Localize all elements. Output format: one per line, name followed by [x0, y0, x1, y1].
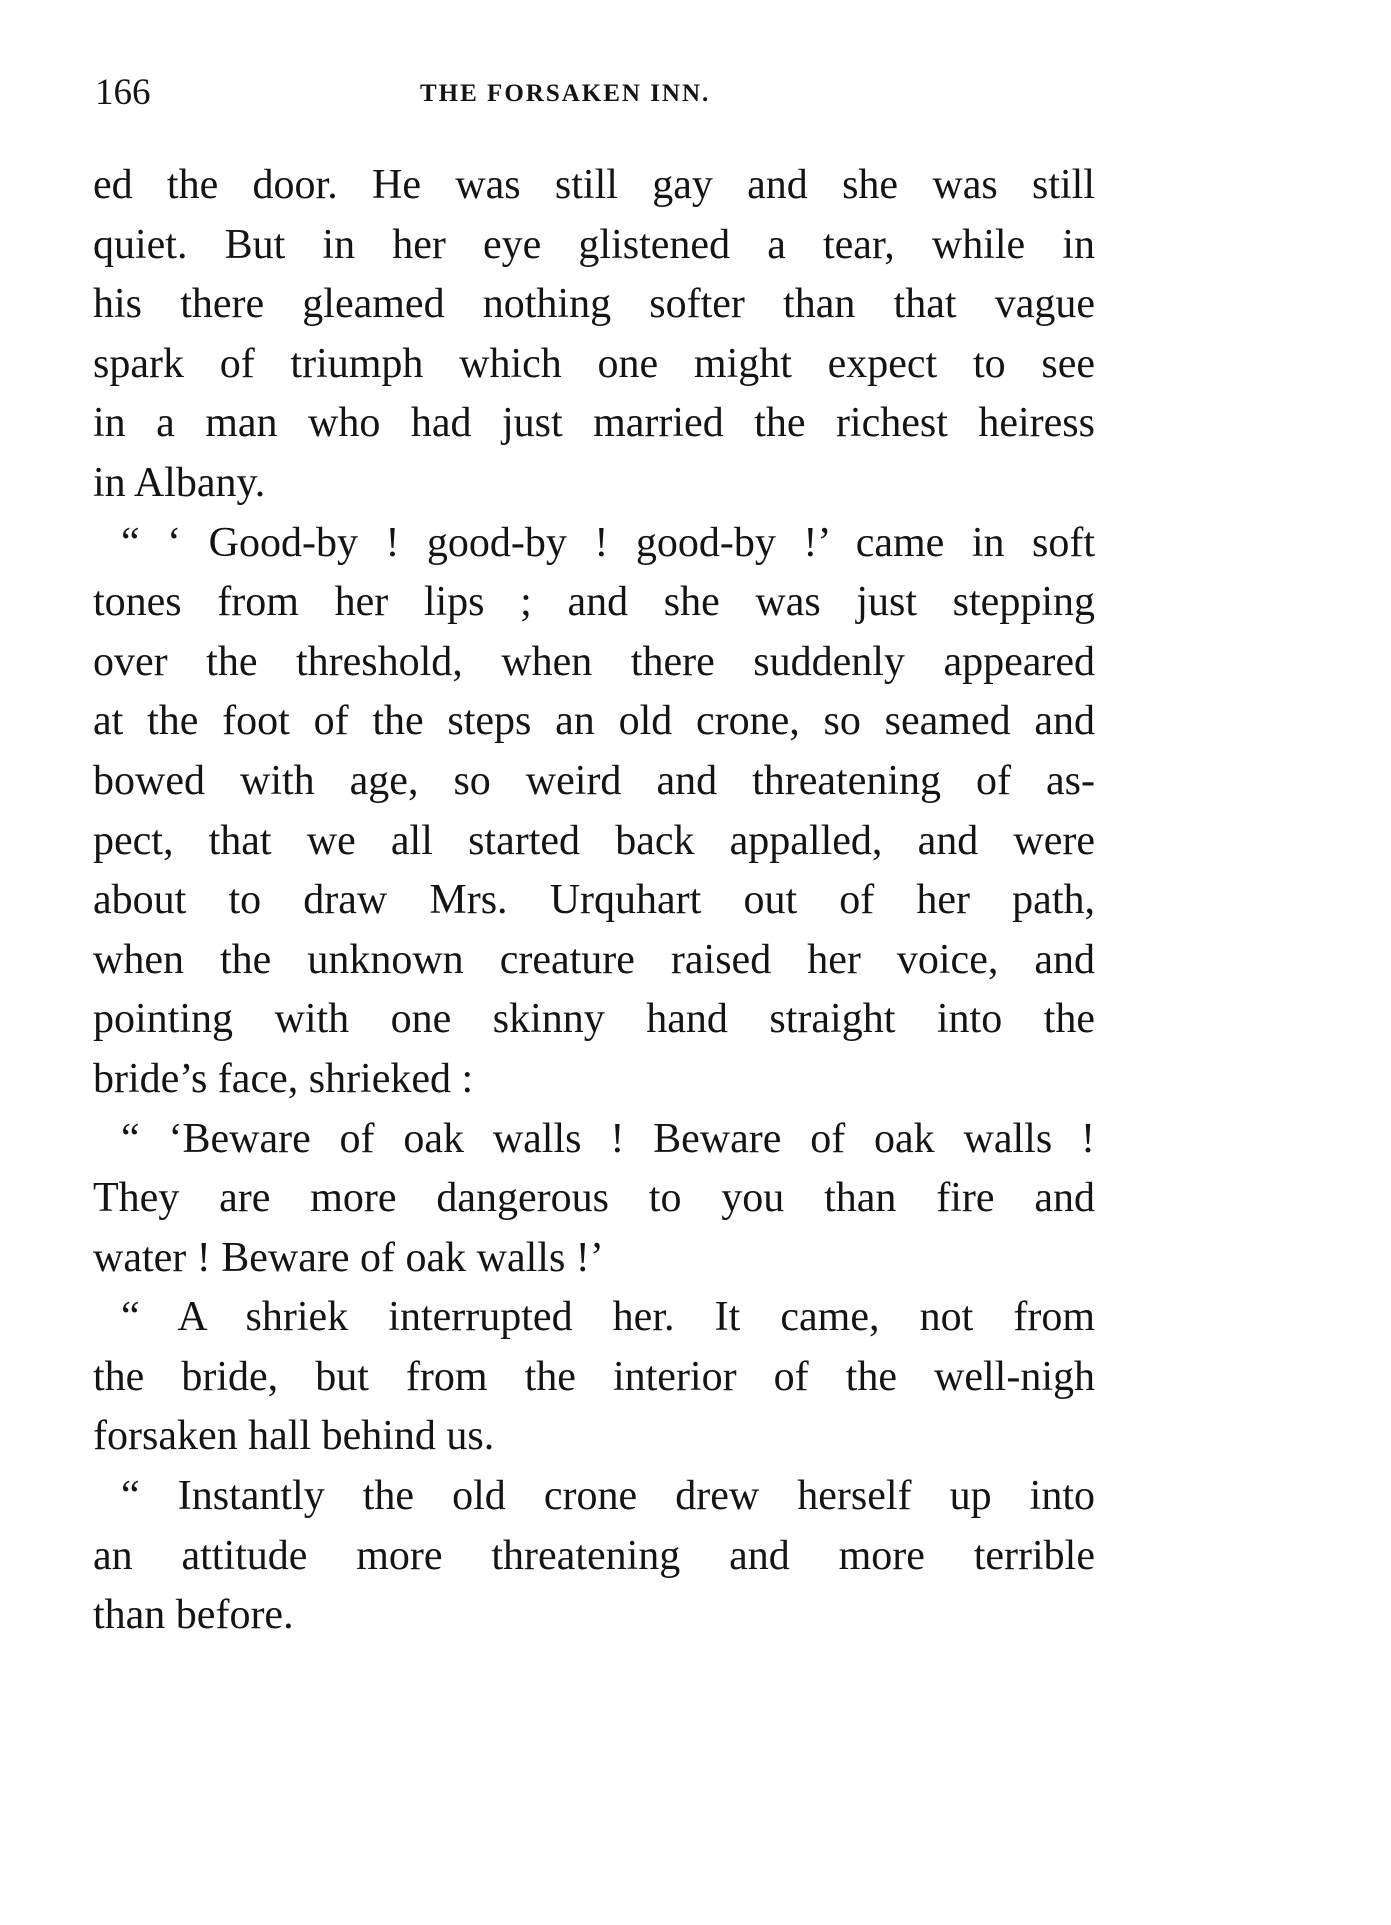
- text-line: than before.: [93, 1592, 294, 1639]
- text-line: an attitude more threatening and more terrible: [93, 1532, 1095, 1579]
- paragraph: [93, 1467, 1095, 1646]
- text-line: bride’s face, shrieked :: [93, 1055, 474, 1102]
- text-line: “ ‘Beware of oak walls ! Beware of oak walls !: [121, 1115, 1095, 1162]
- running-title: THE FORSAKEN INN.: [420, 80, 711, 107]
- text-line: bowed with age, so weird and threatening of as-: [93, 757, 1095, 804]
- paragraph: [93, 156, 1095, 514]
- running-head: [95, 68, 1095, 118]
- paragraph: [93, 1110, 1095, 1289]
- text-line: quiet. But in her eye glistened a tear, while in: [93, 221, 1095, 268]
- text-line: spark of triumph which one might expect to see: [93, 340, 1095, 387]
- text-line: water ! Beware of oak walls !’: [93, 1234, 604, 1281]
- body-text: [93, 156, 1095, 1646]
- text-line: “ Instantly the old crone drew herself up into: [121, 1473, 1095, 1520]
- text-line: ed the door. He was still gay and she was still: [93, 162, 1095, 208]
- text-line: tones from her lips ; and she was just stepping: [93, 579, 1095, 626]
- text-line: his there gleamed nothing softer than that vague: [93, 281, 1095, 328]
- text-line: in Albany.: [93, 459, 266, 506]
- page-number: 166: [95, 72, 151, 113]
- text-line: over the threshold, when there suddenly appeared: [93, 638, 1095, 685]
- text-line: “ A shriek interrupted her. It came, not from: [121, 1294, 1095, 1341]
- paragraph: [93, 514, 1095, 1110]
- text-line: about to draw Mrs. Urquhart out of her path,: [93, 877, 1095, 924]
- text-line: the bride, but from the interior of the well-nigh: [93, 1353, 1095, 1400]
- text-line: pointing with one skinny hand straight into the: [93, 996, 1095, 1043]
- text-line: when the unknown creature raised her voice, and: [93, 936, 1095, 983]
- text-line: forsaken hall behind us.: [93, 1413, 495, 1460]
- text-line: at the foot of the steps an old crone, so seamed and: [93, 698, 1095, 745]
- text-line: in a man who had just married the richest heiress: [93, 400, 1095, 447]
- paragraph: [93, 1288, 1095, 1467]
- text-line: “ ‘ Good-by ! good-by ! good-by !’ came in soft: [121, 519, 1095, 566]
- text-line: They are more dangerous to you than fire and: [93, 1175, 1095, 1222]
- text-line: pect, that we all started back appalled, and were: [93, 817, 1095, 864]
